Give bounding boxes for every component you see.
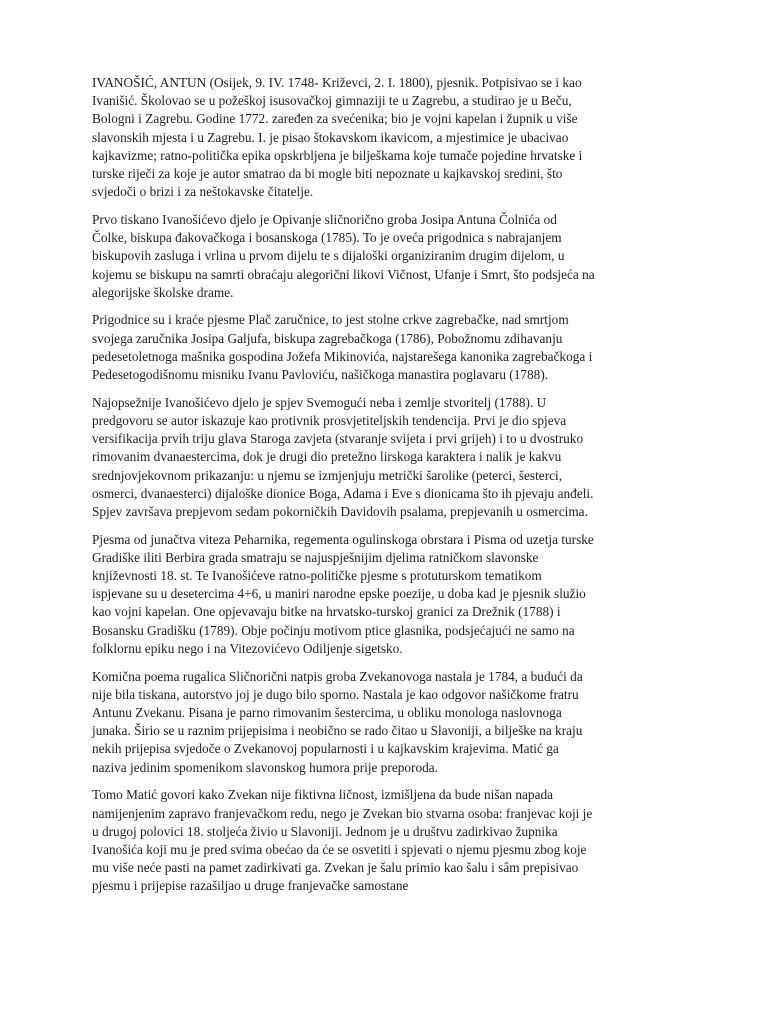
text-line: pedesetoletnoga mašnika gospodina Jožefa Mikinovića, najstarešega kanonika zagrebačkoga i: [92, 348, 593, 364]
paragraph-zvekan-story: [92, 786, 678, 895]
text-line: mu više neće pasti na pamet zadirkivati ga. Zvekan je šalu primio kao šalu i sâm prepisivao: [92, 860, 579, 876]
text-line: kajkavizme; ratno-politička epika opskrbljena je bilješkama koje tumače pojedine hrvatske i: [92, 147, 583, 163]
text-line: versifikacija prvih triju glava Staroga zavjeta (stvaranje svijeta i prvi grijeh) i to u dvostruko: [92, 431, 584, 447]
text-line: Prigodnice su i kraće pjesme Plač zaručnice, to jest stolne crkve zagrebačke, nad smrtjom: [92, 312, 569, 328]
document-page: [92, 74, 678, 905]
text-line: kao vojni kapelan. One opjevavaju bitke na hrvatsko-turskoj granici za Drežnik (1788) i: [92, 604, 561, 620]
text-line: IVANOŠIĆ, ANTUN (Osijek, 9. IV. 1748- Križevci, 2. I. 1800), pjesnik. Potpisivao se i kao: [92, 75, 582, 90]
text-line: Ivanišić. Školovao se u požeškoj isusovačkoj gimnaziji te u Zagrebu, a studirao je u Beču,: [92, 93, 572, 109]
text-line: pjesmu i prijepise razašiljao u druge franjevačke samostane: [92, 878, 409, 894]
text-line: Pjesma od junačtva viteza Peharnika, regementa ogulinskoga obrstara i Pisma od uzetja turske: [92, 531, 594, 547]
text-line: nije bila tiskana, autorstvo joj je dugo bilo sporno. Nastala je kao odgovor našičkome fratru: [92, 686, 579, 702]
text-line: Komična poema rugalica Sličnorični natpis groba Zvekanovoga nastala je 1784, a budući da: [92, 668, 583, 684]
text-line: Gradiške iliti Berbira grada smatraju se najuspješnijim djelima ratničkom slavonske: [92, 549, 539, 565]
paragraph-war-poems: [92, 531, 678, 658]
text-line: slavonskih mjesta i u Zagrebu. I. je pisao štokavskom ikavicom, a mjestimice je ubacivao: [92, 129, 569, 145]
text-line: srednjovjekovnom prikazanju: u njemu se izmjenjuju metrički šarolike (peterci, šesterci,: [92, 467, 563, 483]
text-line: Prvo tiskano Ivanošićevo djelo je Opivanje sličnorično groba Josipa Antuna Čolnića od: [92, 211, 557, 227]
text-line: junaka. Širio se u raznim prijepisima i neobično se rado čitao u Slavoniji, a bilješke na kraju: [92, 723, 583, 739]
paragraph-first-work: [92, 211, 678, 302]
text-line: u drugoj polovici 18. stoljeća živio u Slavoniji. Jednom je u društvu zadirkivao župnika: [92, 823, 558, 839]
paragraph-main-work: [92, 394, 678, 521]
text-line: osmerci, dvanaesterci) dijaloške dionice Boga, Adama i Eve s dionicama što ih pjevaju anđeli.: [92, 485, 594, 501]
text-line: folklornu epiku nego i na Vitezovićevo Odiljenje sigetsko.: [92, 640, 403, 656]
text-line: rimovanim dvanaestercima, dok je drugi dio pretežno lirskoga karaktera i nalik je kakvu: [92, 449, 562, 465]
text-line: namijenjenim zapravo franjevačkom redu, nego je Zvekan bio stvarna osoba: franjevac koji je: [92, 805, 593, 821]
paragraph-occasional-poems: [92, 311, 678, 384]
paragraph-biography: [92, 74, 678, 201]
text-line: Spjev završava prepjevom sedam pokorničkih Davidovih psalama, prepjevanih u osmercima.: [92, 503, 588, 519]
text-line: Pedesetogodišnomu misniku Ivanu Pavloviću, našičkoga manastira poglavaru (1788).: [92, 367, 549, 383]
text-line: naziva jedinim spomenikom slavonskog humora prije preporoda.: [92, 759, 439, 775]
text-line: alegorijske školske drame.: [92, 284, 234, 300]
text-line: književnosti 18. st. Te Ivanošićeve ratno-političke pjesme s protuturskom tematikom: [92, 568, 542, 584]
text-line: biskupovih zasluga i vrlina u prvom dijelu te s dijaloški organiziranim drugim dijelom, u: [92, 248, 565, 264]
text-line: Čolke, biskupa đakovačkoga i bosanskoga (1785). To je oveća prigodnica s nabrajanjem: [92, 230, 562, 246]
text-line: Antunu Zvekanu. Pisana je parno rimovanim šestercima, u obliku monologa naslovnoga: [92, 705, 562, 720]
text-line: Bologni i Zagrebu. Godine 1772. zaređen za svećenika; bio je vojni kapelan i župnik u više: [92, 111, 578, 127]
text-line: Ivanošića koji mu je pred svima obećao da će se osvetiti i spjevati o njemu pjesmu zbog koje: [92, 841, 587, 857]
text-line: turske riječi za koje je autor smatrao da bi mogle biti nepoznate u kajkavskoj sredini, što: [92, 166, 563, 182]
text-line: Bosansku Gradišku (1789). Obje počinju motivom ptice glasnika, podsjećajući ne samo na: [92, 622, 575, 638]
text-line: svojega zaručnika Josipa Galjufa, biskupa zagrebačkoga (1786), Pobožnomu zdihavanju: [92, 330, 563, 346]
text-line: Najopsežnije Ivanošićevo djelo je spjev Svemogući neba i zemlje stvoritelj (1788). U: [92, 394, 547, 410]
text-line: predgovoru se autor iskazuje kao protivnik prosvjetiteljskih tendencija. Prvi je dio spjeva: [92, 412, 567, 428]
paragraph-comic-poem: [92, 668, 678, 777]
text-line: ispjevane su u desetercima 4+6, u maniri narodne epske poezije, u doba kad je pjesnik služio: [92, 586, 586, 602]
text-line: Tomo Matić govori kako Zvekan nije fiktivna ličnost, izmišljena da bude nišan napada: [92, 787, 554, 803]
text-line: kojemu se biskupu na samrti obraćaju alegorični likovi Vičnost, Ufanje i Smrt, što podsjeća na: [92, 266, 595, 282]
text-line: nekih prijepisa svjedoče o Zvekanovoj popularnosti i u kajkavskim krajevima. Matić ga: [92, 741, 559, 757]
text-line: svjedoči o brizi i za neštokavske čitatelje.: [92, 184, 314, 200]
